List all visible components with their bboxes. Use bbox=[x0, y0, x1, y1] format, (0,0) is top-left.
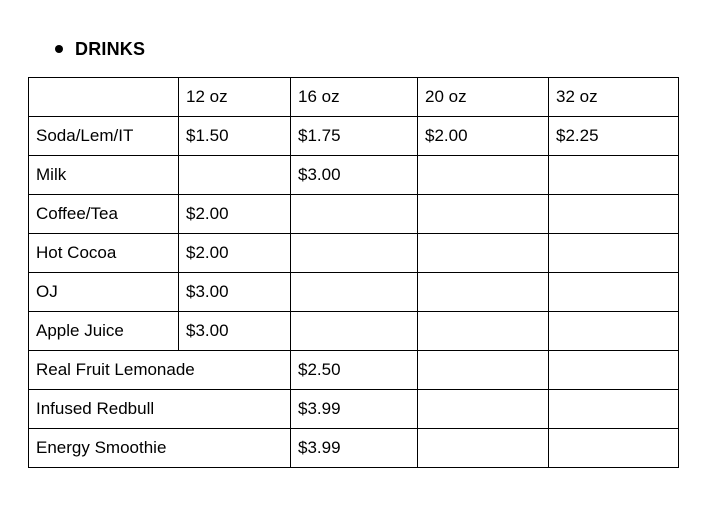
item-name-cell: Soda/Lem/IT bbox=[29, 117, 179, 156]
table-row bbox=[29, 273, 679, 312]
size-column-header: 20 oz bbox=[418, 78, 549, 117]
price-cell bbox=[549, 195, 679, 234]
price-cell bbox=[418, 195, 549, 234]
price-cell: $2.50 bbox=[291, 351, 418, 390]
price-cell bbox=[549, 234, 679, 273]
table-row bbox=[29, 156, 679, 195]
price-cell bbox=[549, 273, 679, 312]
price-cell: $2.00 bbox=[179, 195, 291, 234]
price-cell bbox=[291, 234, 418, 273]
price-cell bbox=[291, 273, 418, 312]
price-cell bbox=[418, 429, 549, 468]
item-name-cell: Coffee/Tea bbox=[29, 195, 179, 234]
size-column-header: 12 oz bbox=[179, 78, 291, 117]
price-cell: $3.99 bbox=[291, 429, 418, 468]
bullet-icon bbox=[55, 45, 63, 53]
price-cell: $3.99 bbox=[291, 390, 418, 429]
item-name-cell: OJ bbox=[29, 273, 179, 312]
price-cell bbox=[418, 273, 549, 312]
price-cell bbox=[418, 390, 549, 429]
price-cell bbox=[418, 234, 549, 273]
price-cell bbox=[549, 390, 679, 429]
drinks-price-table bbox=[28, 77, 679, 468]
price-cell bbox=[179, 156, 291, 195]
price-cell: $2.25 bbox=[549, 117, 679, 156]
header-row bbox=[29, 78, 679, 117]
table-row bbox=[29, 312, 679, 351]
price-cell bbox=[418, 351, 549, 390]
table-row bbox=[29, 429, 679, 468]
price-cell bbox=[549, 156, 679, 195]
price-cell bbox=[418, 312, 549, 351]
price-cell bbox=[291, 195, 418, 234]
table-row bbox=[29, 195, 679, 234]
table-header bbox=[29, 78, 679, 117]
size-column-header: 16 oz bbox=[291, 78, 418, 117]
price-cell: $2.00 bbox=[179, 234, 291, 273]
item-name-cell: Milk bbox=[29, 156, 179, 195]
table-body bbox=[29, 117, 679, 468]
item-name-cell: Real Fruit Lemonade bbox=[29, 351, 291, 390]
price-cell bbox=[549, 351, 679, 390]
item-name-cell: Energy Smoothie bbox=[29, 429, 291, 468]
price-cell: $1.75 bbox=[291, 117, 418, 156]
price-cell: $3.00 bbox=[179, 273, 291, 312]
item-name-cell: Hot Cocoa bbox=[29, 234, 179, 273]
table-row bbox=[29, 351, 679, 390]
price-cell: $2.00 bbox=[418, 117, 549, 156]
item-column-header bbox=[29, 78, 179, 117]
price-cell: $3.00 bbox=[179, 312, 291, 351]
table-row bbox=[29, 117, 679, 156]
section-title: DRINKS bbox=[75, 39, 146, 59]
table-row bbox=[29, 234, 679, 273]
price-cell bbox=[418, 156, 549, 195]
price-cell bbox=[549, 429, 679, 468]
size-column-header: 32 oz bbox=[549, 78, 679, 117]
price-cell: $3.00 bbox=[291, 156, 418, 195]
item-name-cell: Infused Redbull bbox=[29, 390, 291, 429]
table-row bbox=[29, 390, 679, 429]
item-name-cell: Apple Juice bbox=[29, 312, 179, 351]
price-cell: $1.50 bbox=[179, 117, 291, 156]
price-cell bbox=[549, 312, 679, 351]
price-cell bbox=[291, 312, 418, 351]
section-heading bbox=[55, 39, 145, 58]
